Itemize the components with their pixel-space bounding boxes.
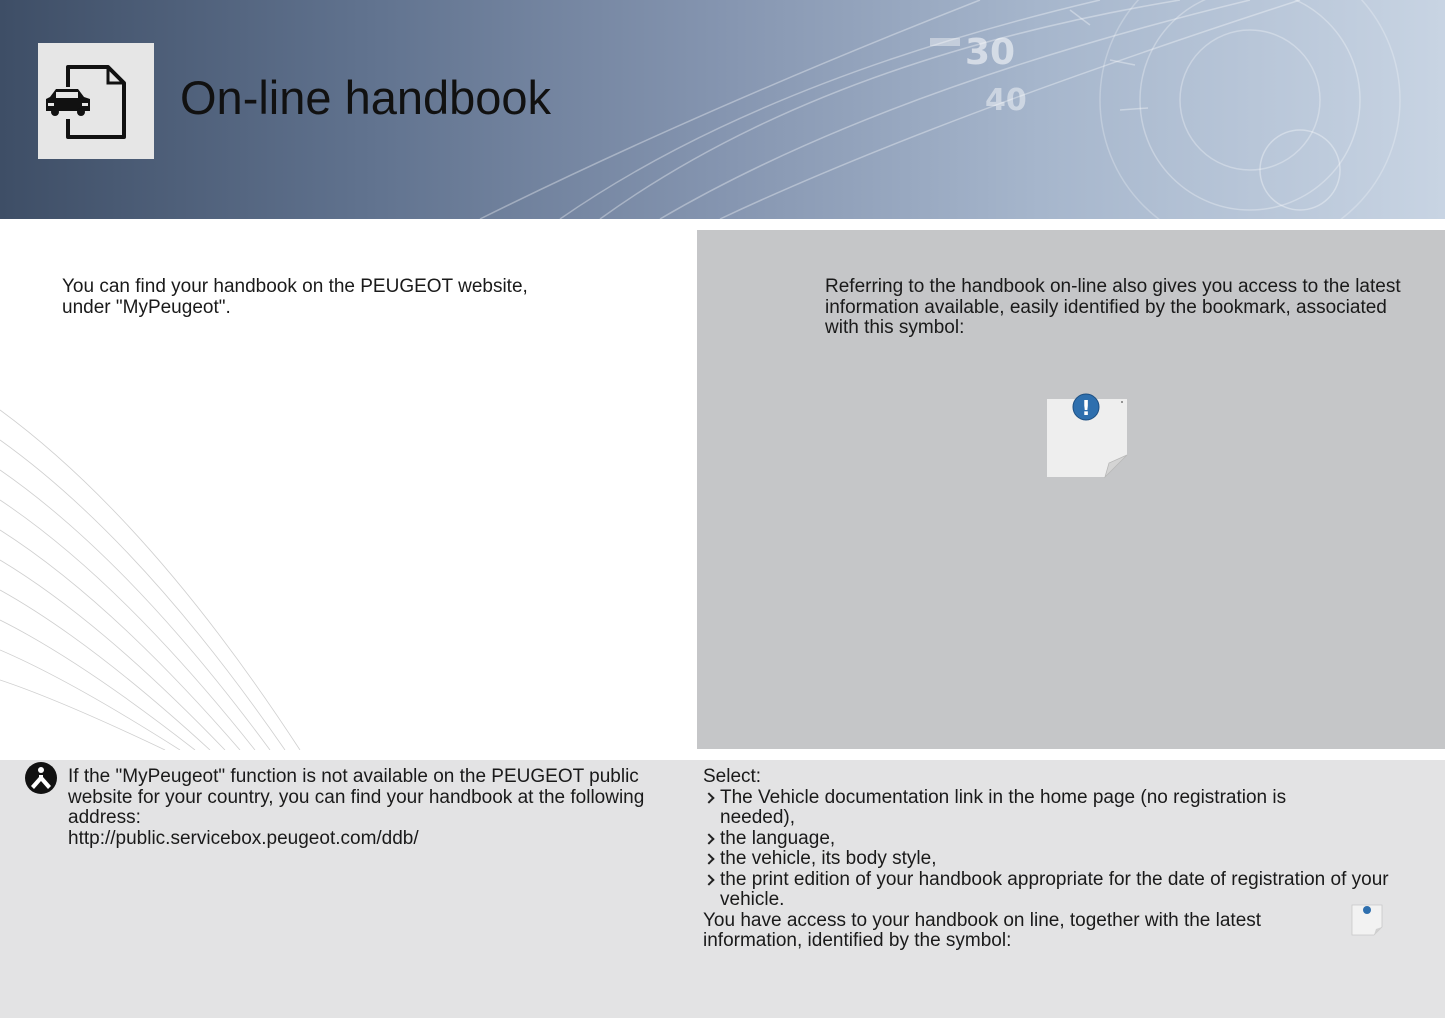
- decorative-lines: [0, 400, 320, 750]
- select-steps: [703, 767, 1403, 952]
- speedo-40: 40: [985, 83, 1027, 118]
- bookmark-info-icon: [1043, 393, 1133, 488]
- list-item: the language,: [703, 829, 1403, 850]
- note-block: [68, 767, 688, 849]
- bookmark-info-icon-small: [1350, 903, 1384, 942]
- intro-text: [62, 277, 622, 318]
- select-heading: Select:: [703, 766, 762, 787]
- page-title: On-line handbook: [180, 71, 552, 124]
- list-item: the vehicle, its body style,: [703, 849, 1403, 870]
- note-text: If the "MyPeugeot" function is not available on the PEUGEOT public website for your country, you can find your handbook at the following address:: [68, 766, 645, 828]
- speedo-30: 30: [965, 32, 1016, 73]
- final-text: You have access to your handbook on line, together with the latest information, identified by the symbol:: [703, 909, 1262, 951]
- bookmark-info-text: Referring to the handbook on-line also gives you access to the latest information available, easily identified by the bookmark, associated with this symbol:: [825, 276, 1401, 338]
- intro-paragraph: You can find your handbook on the PEUGEOT website, under "MyPeugeot".: [62, 276, 528, 318]
- list-item: the print edition of your handbook appropriate for the date of registration of your vehicle.: [703, 870, 1403, 911]
- steps-list: [703, 788, 1403, 911]
- header-banner: [0, 0, 1445, 219]
- list-item: The Vehicle documentation link in the home page (no registration is needed),: [703, 788, 1290, 829]
- handbook-icon-box: [38, 43, 154, 159]
- info-wrench-icon: [24, 761, 58, 800]
- car-document-icon: [38, 43, 154, 159]
- bookmark-glyph: !: [1081, 396, 1091, 420]
- handbook-url[interactable]: http://public.servicebox.peugeot.com/ddb/: [68, 827, 419, 849]
